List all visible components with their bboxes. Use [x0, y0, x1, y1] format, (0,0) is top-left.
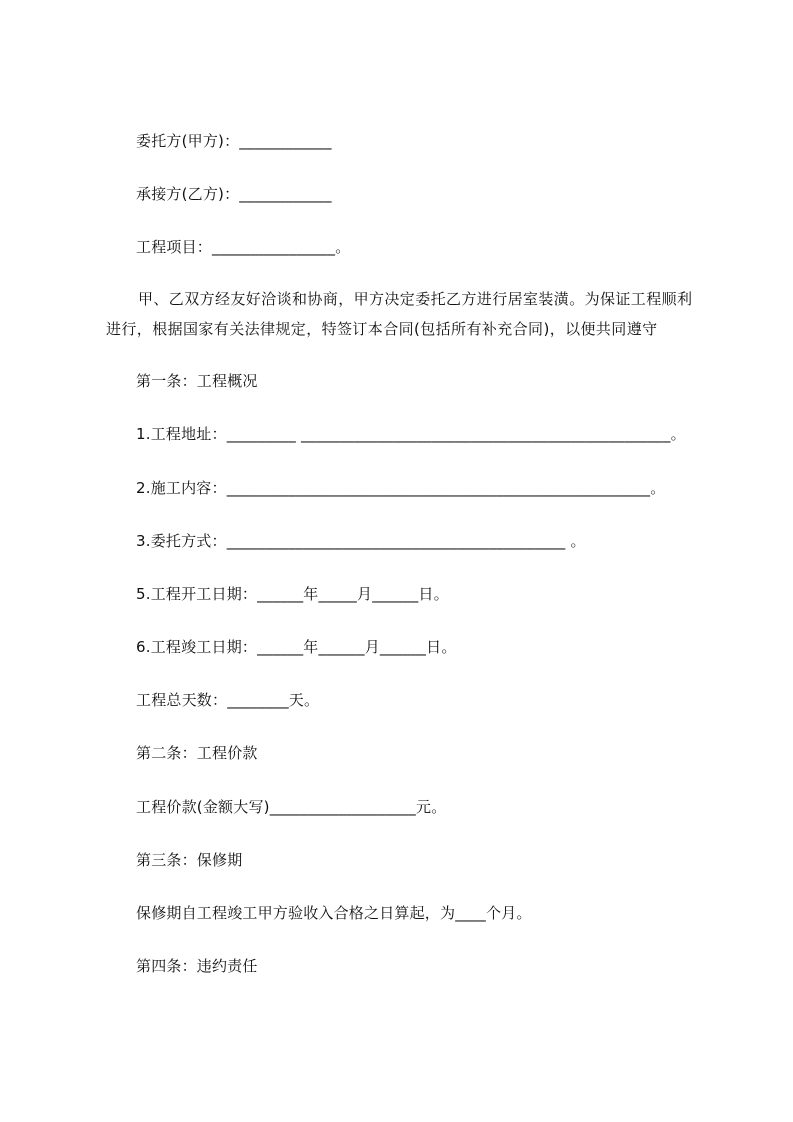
project-line: 工程项目：________________。	[136, 238, 351, 256]
construction-content-line: 2.施工内容：_______________________________________________________。	[136, 479, 666, 497]
total-days-line: 工程总天数：________天。	[136, 691, 320, 709]
warranty-line: 保修期自工程竣工甲方验收入合格之日算起，为____个月。	[136, 904, 532, 922]
article-4-title: 第四条：违约责任	[136, 957, 258, 975]
project-address-line: 1.工程地址：_________ ________________________________________________。	[136, 425, 686, 443]
article-1-title: 第一条：工程概况	[136, 372, 258, 390]
article-2-title: 第二条：工程价款	[136, 744, 258, 762]
start-date-line: 5.工程开工日期：______年_____月______日。	[136, 585, 449, 603]
intro-paragraph: 甲、乙双方经友好洽谈和协商，甲方决定委托乙方进行居室装潢。为保证工程顺利进行，根据国家有关法律规定，特签订本合同(包括所有补充合同)，以便共同遵守	[106, 290, 693, 338]
completion-date-line: 6.工程竣工日期：______年______月______日。	[136, 638, 457, 656]
commission-method-line: 3.委托方式：____________________________________________ 。	[136, 532, 586, 550]
article-3-title: 第三条：保修期	[136, 851, 243, 869]
party-b-line: 承接方(乙方)：____________	[136, 185, 332, 203]
party-a-line: 委托方(甲方)：____________	[136, 132, 332, 150]
project-price-line: 工程价款(金额大写)___________________元。	[136, 798, 447, 816]
